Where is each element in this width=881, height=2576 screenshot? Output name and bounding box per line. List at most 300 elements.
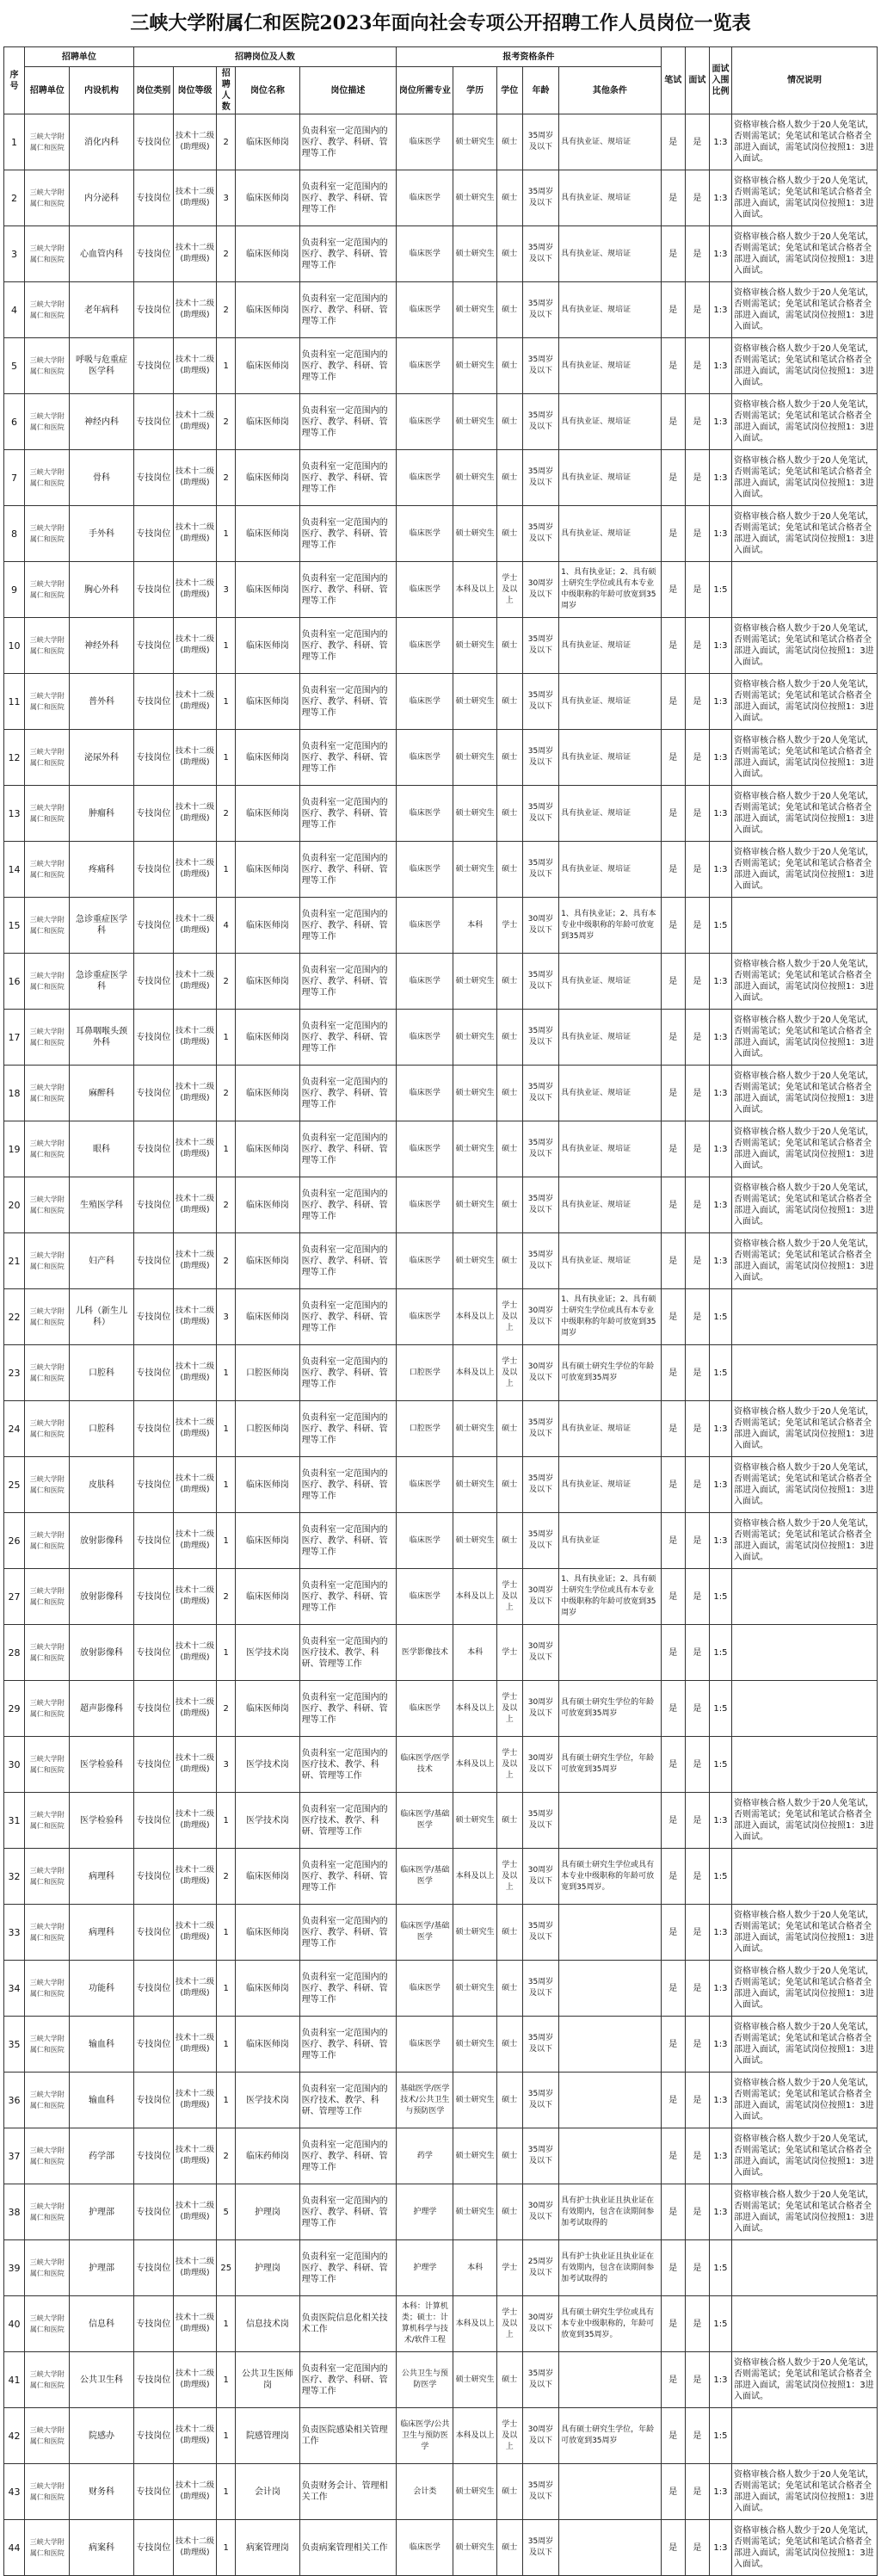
cell-age: 30周岁及以下 — [522, 1849, 558, 1905]
cell-major: 临床医学 — [397, 954, 453, 1010]
cell-major: 临床医学 — [397, 2017, 453, 2073]
cell-dept: 病案科 — [70, 2520, 133, 2576]
cell-post-name: 临床医师岗 — [236, 506, 299, 562]
cell-ratio: 1:5 — [709, 562, 731, 618]
cell-major: 口腔医学 — [397, 1345, 453, 1401]
cell-count: 2 — [217, 2128, 236, 2184]
header-ratio: 面试入围比例 — [709, 47, 731, 114]
cell-ratio: 1:3 — [709, 338, 731, 394]
cell-post-level: 技术十二级(助理级) — [173, 1010, 216, 1066]
cell-unit: 三峡大学附属仁和医院 — [25, 2073, 70, 2128]
cell-major: 药学 — [397, 2128, 453, 2184]
cell-remark — [732, 898, 878, 954]
cell-other — [559, 1625, 662, 1681]
cell-age: 30周岁及以下 — [522, 2408, 558, 2464]
cell-degree: 硕士 — [496, 114, 522, 170]
cell-interview: 是 — [685, 1345, 709, 1401]
cell-unit: 三峡大学附属仁和医院 — [25, 170, 70, 226]
cell-interview: 是 — [685, 1793, 709, 1849]
cell-age: 30周岁及以下 — [522, 1569, 558, 1625]
cell-written: 是 — [661, 954, 685, 1010]
cell-unit: 三峡大学附属仁和医院 — [25, 730, 70, 786]
cell-no: 34 — [4, 1961, 25, 2017]
cell-no: 43 — [4, 2464, 25, 2520]
cell-dept: 信息科 — [70, 2296, 133, 2352]
cell-no: 38 — [4, 2184, 25, 2240]
cell-written: 是 — [661, 2017, 685, 2073]
cell-no: 40 — [4, 2296, 25, 2352]
cell-major: 临床医学 — [397, 226, 453, 282]
table-row — [4, 1345, 878, 1401]
cell-post-desc: 负责科室一定范围内的医疗、教学、科研、管理等工作 — [299, 1289, 397, 1345]
cell-major: 基础医学/医学技术/公共卫生与预防医学 — [397, 2073, 453, 2128]
cell-unit: 三峡大学附属仁和医院 — [25, 842, 70, 898]
cell-age: 35周岁及以下 — [522, 2464, 558, 2520]
cell-edu: 硕士研究生 — [453, 674, 496, 730]
cell-major: 本科：计算机类；硕士：计算机科学与技术/软件工程 — [397, 2296, 453, 2352]
cell-remark — [732, 1681, 878, 1737]
cell-remark: 资格审核合格人数少于20人免笔试，否则需笔试；免笔试和笔试合格者全部进入面试，需笔试岗位按照1：3进入面试。 — [732, 954, 878, 1010]
cell-other: 具有护士执业证且执业证在有效期内，包含在读期间参加考试取得的 — [559, 2240, 662, 2296]
cell-post-name: 临床医师岗 — [236, 786, 299, 842]
cell-dept: 肿瘤科 — [70, 786, 133, 842]
table-row — [4, 898, 878, 954]
cell-age: 35周岁及以下 — [522, 2017, 558, 2073]
cell-post-type: 专技岗位 — [133, 170, 173, 226]
cell-major: 临床医学/基础医学 — [397, 1849, 453, 1905]
cell-edu: 硕士研究生 — [453, 1233, 496, 1289]
cell-interview: 是 — [685, 1681, 709, 1737]
cell-major: 临床医学 — [397, 506, 453, 562]
header-unit-group: 招聘单位 — [25, 47, 134, 67]
cell-unit: 三峡大学附属仁和医院 — [25, 1289, 70, 1345]
cell-no: 5 — [4, 338, 25, 394]
cell-edu: 本科 — [453, 1625, 496, 1681]
table-row — [4, 2464, 878, 2520]
cell-remark: 资格审核合格人数少于20人免笔试，否则需笔试；免笔试和笔试合格者全部进入面试，需笔试岗位按照1：3进入面试。 — [732, 842, 878, 898]
cell-remark: 资格审核合格人数少于20人免笔试，否则需笔试；免笔试和笔试合格者全部进入面试，需笔试岗位按照1：3进入面试。 — [732, 450, 878, 506]
cell-written: 是 — [661, 1625, 685, 1681]
cell-written: 是 — [661, 1513, 685, 1569]
cell-count: 1 — [217, 2352, 236, 2408]
cell-no: 29 — [4, 1681, 25, 1737]
cell-interview: 是 — [685, 730, 709, 786]
cell-unit: 三峡大学附属仁和医院 — [25, 1010, 70, 1066]
cell-dept: 耳鼻咽喉头颈外科 — [70, 1010, 133, 1066]
table-row — [4, 1625, 878, 1681]
cell-no: 35 — [4, 2017, 25, 2073]
table-row — [4, 1233, 878, 1289]
cell-interview: 是 — [685, 114, 709, 170]
cell-no: 22 — [4, 1289, 25, 1345]
cell-no: 14 — [4, 842, 25, 898]
cell-dept: 口腔科 — [70, 1401, 133, 1457]
cell-post-name: 院感管理岗 — [236, 2408, 299, 2464]
cell-age: 35周岁及以下 — [522, 2128, 558, 2184]
cell-ratio: 1:5 — [709, 1849, 731, 1905]
cell-remark — [732, 2408, 878, 2464]
cell-post-level: 技术十二级(助理级) — [173, 1513, 216, 1569]
cell-post-name: 临床医师岗 — [236, 1121, 299, 1177]
cell-count: 3 — [217, 170, 236, 226]
cell-unit: 三峡大学附属仁和医院 — [25, 618, 70, 674]
cell-ratio: 1:3 — [709, 170, 731, 226]
cell-other — [559, 2017, 662, 2073]
cell-major: 临床医学 — [397, 170, 453, 226]
cell-other: 具有执业证、规培证 — [559, 226, 662, 282]
cell-post-name: 临床医师岗 — [236, 1513, 299, 1569]
cell-post-desc: 负责科室一定范围内的医疗、教学、科研、管理等工作 — [299, 1233, 397, 1289]
cell-post-desc: 负责科室一定范围内的医疗、教学、科研、管理等工作 — [299, 1401, 397, 1457]
cell-age: 35周岁及以下 — [522, 786, 558, 842]
cell-dept: 儿科（新生儿科） — [70, 1289, 133, 1345]
cell-other: 具有执业证、规培证 — [559, 954, 662, 1010]
cell-remark: 资格审核合格人数少于20人免笔试，否则需笔试；免笔试和笔试合格者全部进入面试，需笔试岗位按照1：3进入面试。 — [732, 1233, 878, 1289]
cell-major: 临床医学 — [397, 1121, 453, 1177]
cell-interview: 是 — [685, 562, 709, 618]
cell-unit: 三峡大学附属仁和医院 — [25, 1121, 70, 1177]
cell-degree: 硕士 — [496, 786, 522, 842]
cell-ratio: 1:3 — [709, 114, 731, 170]
cell-degree: 学士及以上 — [496, 2296, 522, 2352]
cell-edu: 本科及以上 — [453, 1345, 496, 1401]
cell-unit: 三峡大学附属仁和医院 — [25, 1905, 70, 1961]
cell-no: 7 — [4, 450, 25, 506]
table-row — [4, 2017, 878, 2073]
cell-major: 临床医学/医学技术 — [397, 1737, 453, 1793]
cell-age: 35周岁及以下 — [522, 226, 558, 282]
cell-major: 临床医学 — [397, 1457, 453, 1513]
cell-post-desc: 负责科室一定范围内的医疗、教学、科研、管理等工作 — [299, 954, 397, 1010]
cell-age: 35周岁及以下 — [522, 170, 558, 226]
cell-count: 2 — [217, 1177, 236, 1233]
cell-dept: 护理部 — [70, 2184, 133, 2240]
cell-other: 具有执业证、规培证 — [559, 506, 662, 562]
cell-count: 1 — [217, 1961, 236, 2017]
cell-post-name: 医学技术岗 — [236, 1737, 299, 1793]
cell-count: 1 — [217, 674, 236, 730]
cell-count: 1 — [217, 842, 236, 898]
table-row — [4, 226, 878, 282]
cell-post-desc: 负责科室一定范围内的医疗、教学、科研、管理等工作 — [299, 1177, 397, 1233]
cell-post-level: 技术十二级(助理级) — [173, 562, 216, 618]
cell-edu: 本科 — [453, 2240, 496, 2296]
cell-no: 33 — [4, 1905, 25, 1961]
cell-count: 1 — [217, 338, 236, 394]
cell-remark — [732, 1849, 878, 1905]
cell-post-desc: 负责科室一定范围内的医疗、教学、科研、管理等工作 — [299, 1010, 397, 1066]
cell-other: 具有执业证、规培证 — [559, 282, 662, 338]
cell-age: 35周岁及以下 — [522, 1513, 558, 1569]
cell-post-level: 技术十二级(助理级) — [173, 730, 216, 786]
cell-degree: 硕士 — [496, 2128, 522, 2184]
cell-dept: 护理部 — [70, 2240, 133, 2296]
cell-post-type: 专技岗位 — [133, 786, 173, 842]
cell-remark: 资格审核合格人数少于20人免笔试，否则需笔试；免笔试和笔试合格者全部进入面试，需笔试岗位按照1：3进入面试。 — [732, 2017, 878, 2073]
cell-count: 1 — [217, 2520, 236, 2576]
cell-count: 4 — [217, 898, 236, 954]
cell-degree: 学士及以上 — [496, 562, 522, 618]
table-row — [4, 1177, 878, 1233]
cell-written: 是 — [661, 1961, 685, 2017]
cell-edu: 本科及以上 — [453, 1569, 496, 1625]
header-post-name: 岗位名称 — [236, 67, 299, 114]
cell-written: 是 — [661, 2408, 685, 2464]
cell-degree: 学士及以上 — [496, 1737, 522, 1793]
cell-written: 是 — [661, 338, 685, 394]
cell-post-desc: 负责科室一定范围内的医疗、教学、科研、管理等工作 — [299, 1457, 397, 1513]
cell-post-name: 临床医师岗 — [236, 562, 299, 618]
cell-post-level: 技术十二级(助理级) — [173, 2017, 216, 2073]
cell-post-level: 技术十二级(助理级) — [173, 1289, 216, 1345]
cell-post-level: 技术十二级(助理级) — [173, 786, 216, 842]
cell-count: 2 — [217, 1681, 236, 1737]
cell-other: 具有执业证、规培证 — [559, 730, 662, 786]
cell-post-desc: 负责科室一定范围内的医疗、教学、科研、管理等工作 — [299, 898, 397, 954]
cell-post-desc: 负责科室一定范围内的医疗、教学、科研、管理等工作 — [299, 730, 397, 786]
cell-post-type: 专技岗位 — [133, 2017, 173, 2073]
cell-degree: 硕士 — [496, 730, 522, 786]
cell-dept: 内分泌科 — [70, 170, 133, 226]
cell-post-desc: 负责科室一定范围内的医疗、教学、科研、管理等工作 — [299, 114, 397, 170]
cell-remark — [732, 1625, 878, 1681]
cell-ratio: 1:3 — [709, 1961, 731, 2017]
cell-other — [559, 1793, 662, 1849]
cell-count: 1 — [217, 2464, 236, 2520]
cell-written: 是 — [661, 2128, 685, 2184]
cell-no: 8 — [4, 506, 25, 562]
cell-post-level: 技术十二级(助理级) — [173, 2073, 216, 2128]
cell-ratio: 1:3 — [709, 450, 731, 506]
cell-dept: 病理科 — [70, 1905, 133, 1961]
cell-degree: 硕士 — [496, 1905, 522, 1961]
cell-dept: 手外科 — [70, 506, 133, 562]
cell-remark: 资格审核合格人数少于20人免笔试，否则需笔试；免笔试和笔试合格者全部进入面试，需笔试岗位按照1：3进入面试。 — [732, 2520, 878, 2576]
cell-dept: 皮肤科 — [70, 1457, 133, 1513]
cell-unit: 三峡大学附属仁和医院 — [25, 2128, 70, 2184]
cell-post-name: 口腔医师岗 — [236, 1345, 299, 1401]
cell-count: 2 — [217, 1569, 236, 1625]
table-row — [4, 1066, 878, 1121]
cell-post-level: 技术十二级(助理级) — [173, 170, 216, 226]
header-interview: 面试 — [685, 47, 709, 114]
cell-post-desc: 负责科室一定范围内的医疗、教学、科研、管理等工作 — [299, 2240, 397, 2296]
cell-remark: 资格审核合格人数少于20人免笔试，否则需笔试；免笔试和笔试合格者全部进入面试，需笔试岗位按照1：3进入面试。 — [732, 338, 878, 394]
cell-post-type: 专技岗位 — [133, 2073, 173, 2128]
cell-age: 30周岁及以下 — [522, 1625, 558, 1681]
cell-interview: 是 — [685, 338, 709, 394]
cell-age: 35周岁及以下 — [522, 2352, 558, 2408]
cell-other: 具有执业证、规培证 — [559, 1010, 662, 1066]
cell-major: 临床医学 — [397, 114, 453, 170]
cell-count: 2 — [217, 1849, 236, 1905]
cell-unit: 三峡大学附属仁和医院 — [25, 2296, 70, 2352]
cell-ratio: 1:3 — [709, 1177, 731, 1233]
cell-no: 44 — [4, 2520, 25, 2576]
cell-written: 是 — [661, 282, 685, 338]
cell-written: 是 — [661, 2352, 685, 2408]
cell-unit: 三峡大学附属仁和医院 — [25, 1233, 70, 1289]
cell-major: 护理学 — [397, 2240, 453, 2296]
cell-age: 30周岁及以下 — [522, 1345, 558, 1401]
cell-no: 1 — [4, 114, 25, 170]
cell-count: 1 — [217, 2296, 236, 2352]
cell-post-level: 技术十二级(助理级) — [173, 282, 216, 338]
cell-post-type: 专技岗位 — [133, 282, 173, 338]
cell-count: 2 — [217, 226, 236, 282]
cell-degree: 硕士 — [496, 1457, 522, 1513]
cell-major: 临床医学 — [397, 282, 453, 338]
cell-count: 2 — [217, 114, 236, 170]
cell-interview: 是 — [685, 1177, 709, 1233]
cell-interview: 是 — [685, 2464, 709, 2520]
cell-edu: 硕士研究生 — [453, 2520, 496, 2576]
cell-post-type: 专技岗位 — [133, 1345, 173, 1401]
cell-post-desc: 负责科室一定范围内的医疗、教学、科研、管理等工作 — [299, 562, 397, 618]
cell-post-desc: 负责科室一定范围内的医疗技术、教学、科研、管理等工作 — [299, 2073, 397, 2128]
cell-remark: 资格审核合格人数少于20人免笔试，否则需笔试；免笔试和笔试合格者全部进入面试，需笔试岗位按照1：3进入面试。 — [732, 1457, 878, 1513]
table-row — [4, 394, 878, 450]
cell-post-name: 临床医师岗 — [236, 1905, 299, 1961]
cell-major: 临床医学 — [397, 450, 453, 506]
cell-unit: 三峡大学附属仁和医院 — [25, 954, 70, 1010]
cell-post-desc: 负责科室一定范围内的医疗、教学、科研、管理等工作 — [299, 170, 397, 226]
cell-ratio: 1:3 — [709, 2073, 731, 2128]
cell-ratio: 1:3 — [709, 674, 731, 730]
cell-age: 35周岁及以下 — [522, 674, 558, 730]
cell-written: 是 — [661, 2464, 685, 2520]
cell-post-level: 技术十二级(助理级) — [173, 1961, 216, 2017]
cell-no: 37 — [4, 2128, 25, 2184]
cell-degree: 学士及以上 — [496, 1345, 522, 1401]
cell-major: 护理学 — [397, 2184, 453, 2240]
cell-degree: 学士 — [496, 2240, 522, 2296]
cell-written: 是 — [661, 1681, 685, 1737]
cell-remark: 资格审核合格人数少于20人免笔试，否则需笔试；免笔试和笔试合格者全部进入面试，需笔试岗位按照1：3进入面试。 — [732, 506, 878, 562]
cell-unit: 三峡大学附属仁和医院 — [25, 1177, 70, 1233]
cell-edu: 本科及以上 — [453, 562, 496, 618]
cell-written: 是 — [661, 1401, 685, 1457]
cell-dept: 医学检验科 — [70, 1793, 133, 1849]
cell-written: 是 — [661, 1010, 685, 1066]
cell-remark: 资格审核合格人数少于20人免笔试，否则需笔试；免笔试和笔试合格者全部进入面试，需笔试岗位按照1：3进入面试。 — [732, 786, 878, 842]
cell-post-desc: 负责科室一定范围内的医疗技术、教学、科研、管理等工作 — [299, 1737, 397, 1793]
cell-age: 35周岁及以下 — [522, 1793, 558, 1849]
cell-edu: 硕士研究生 — [453, 1177, 496, 1233]
cell-dept: 老年病科 — [70, 282, 133, 338]
cell-other: 具有硕士研究生学位的年龄可放宽到35周岁 — [559, 1345, 662, 1401]
cell-post-name: 临床医师岗 — [236, 338, 299, 394]
cell-ratio: 1:3 — [709, 1401, 731, 1457]
cell-ratio: 1:5 — [709, 2240, 731, 2296]
cell-major: 临床医学 — [397, 1010, 453, 1066]
cell-major: 口腔医学 — [397, 1401, 453, 1457]
table-row — [4, 2128, 878, 2184]
cell-interview: 是 — [685, 898, 709, 954]
header-post-desc: 岗位描述 — [299, 67, 397, 114]
cell-degree: 硕士 — [496, 1793, 522, 1849]
cell-count: 3 — [217, 1289, 236, 1345]
cell-interview: 是 — [685, 1401, 709, 1457]
cell-remark — [732, 2240, 878, 2296]
cell-age: 30周岁及以下 — [522, 2184, 558, 2240]
cell-count: 2 — [217, 1233, 236, 1289]
cell-other: 1、具有执业证；2、具有硕士研究生学位或具有本专业中级职称的年龄可放宽到35周岁 — [559, 1289, 662, 1345]
cell-interview: 是 — [685, 394, 709, 450]
cell-post-name: 临床医师岗 — [236, 618, 299, 674]
cell-edu: 硕士研究生 — [453, 1010, 496, 1066]
cell-remark: 资格审核合格人数少于20人免笔试，否则需笔试；免笔试和笔试合格者全部进入面试，需笔试岗位按照1：3进入面试。 — [732, 1905, 878, 1961]
cell-post-name: 临床药师岗 — [236, 2128, 299, 2184]
cell-unit: 三峡大学附属仁和医院 — [25, 1849, 70, 1905]
cell-unit: 三峡大学附属仁和医院 — [25, 1625, 70, 1681]
cell-count: 2 — [217, 282, 236, 338]
cell-post-name: 临床医师岗 — [236, 450, 299, 506]
cell-remark: 资格审核合格人数少于20人免笔试，否则需笔试；免笔试和笔试合格者全部进入面试，需笔试岗位按照1：3进入面试。 — [732, 2184, 878, 2240]
cell-written: 是 — [661, 2240, 685, 2296]
cell-interview: 是 — [685, 1569, 709, 1625]
cell-interview: 是 — [685, 1457, 709, 1513]
cell-interview: 是 — [685, 1289, 709, 1345]
cell-post-name: 临床医师岗 — [236, 1066, 299, 1121]
table-row — [4, 2520, 878, 2576]
cell-degree: 硕士 — [496, 226, 522, 282]
cell-degree: 硕士 — [496, 674, 522, 730]
cell-unit: 三峡大学附属仁和医院 — [25, 2240, 70, 2296]
cell-degree: 学士及以上 — [496, 1681, 522, 1737]
cell-post-type: 专技岗位 — [133, 674, 173, 730]
cell-other — [559, 2352, 662, 2408]
table-row — [4, 2408, 878, 2464]
cell-degree: 硕士 — [496, 842, 522, 898]
cell-degree: 学士 — [496, 1625, 522, 1681]
cell-interview: 是 — [685, 1066, 709, 1121]
cell-ratio: 1:3 — [709, 1010, 731, 1066]
cell-major: 临床医学 — [397, 674, 453, 730]
cell-other: 具有执业证、规培证 — [559, 394, 662, 450]
cell-post-type: 专技岗位 — [133, 842, 173, 898]
cell-major: 临床医学/公共卫生与预防医学 — [397, 2408, 453, 2464]
recruitment-table — [3, 46, 878, 2576]
cell-age: 35周岁及以下 — [522, 1401, 558, 1457]
cell-count: 3 — [217, 1737, 236, 1793]
cell-ratio: 1:3 — [709, 2128, 731, 2184]
cell-post-desc: 负责科室一定范围内的医疗、教学、科研、管理等工作 — [299, 786, 397, 842]
cell-post-desc: 负责科室一定范围内的医疗、教学、科研、管理等工作 — [299, 338, 397, 394]
cell-post-level: 技术十二级(助理级) — [173, 1569, 216, 1625]
cell-degree: 学士及以上 — [496, 1849, 522, 1905]
cell-edu: 硕士研究生 — [453, 1401, 496, 1457]
cell-age: 35周岁及以下 — [522, 282, 558, 338]
cell-interview: 是 — [685, 226, 709, 282]
cell-ratio: 1:3 — [709, 842, 731, 898]
cell-remark: 资格审核合格人数少于20人免笔试，否则需笔试；免笔试和笔试合格者全部进入面试，需笔试岗位按照1：3进入面试。 — [732, 1010, 878, 1066]
cell-unit: 三峡大学附属仁和医院 — [25, 1681, 70, 1737]
cell-written: 是 — [661, 114, 685, 170]
cell-post-desc: 负责病案管理相关工作 — [299, 2520, 397, 2576]
cell-post-desc: 负责科室一定范围内的医疗、教学、科研、管理等工作 — [299, 1513, 397, 1569]
cell-ratio: 1:5 — [709, 2408, 731, 2464]
cell-post-name: 临床医师岗 — [236, 170, 299, 226]
cell-major: 公共卫生与预防医学 — [397, 2352, 453, 2408]
cell-ratio: 1:5 — [709, 1625, 731, 1681]
cell-other: 具有硕士研究生学位，年龄可放宽到35周岁 — [559, 2408, 662, 2464]
cell-written: 是 — [661, 1849, 685, 1905]
cell-other: 具有执业证、规培证 — [559, 786, 662, 842]
cell-ratio: 1:3 — [709, 2352, 731, 2408]
cell-remark — [732, 1345, 878, 1401]
cell-age: 35周岁及以下 — [522, 954, 558, 1010]
